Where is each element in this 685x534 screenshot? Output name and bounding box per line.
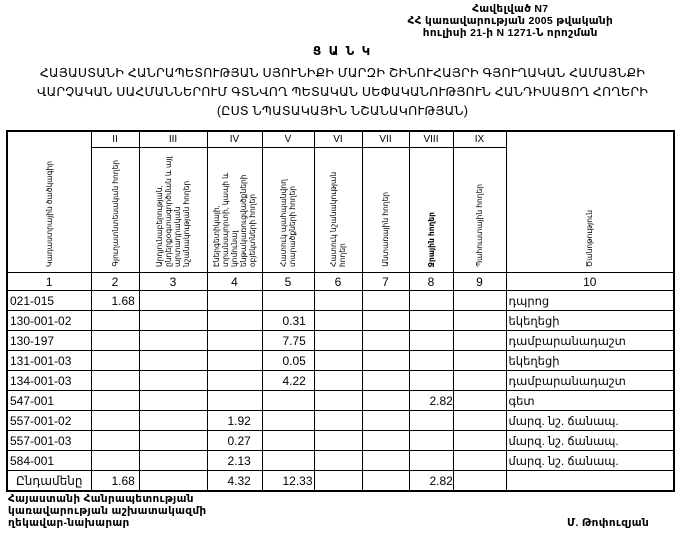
area-cell — [91, 311, 139, 331]
area-cell — [409, 451, 453, 471]
table-row — [7, 391, 674, 411]
area-cell — [91, 371, 139, 391]
area-cell — [91, 331, 139, 351]
area-cell — [207, 371, 262, 391]
total-c4: 4.32 — [207, 471, 262, 492]
cadastral-code-cell: 130-197 — [7, 331, 91, 351]
area-cell — [262, 291, 314, 311]
header-energy-transport: Էներգետիկայի, տրանսպորտի, կապի և կոմունալ ենթակառուցվածքների օբյեկտների հողեր — [207, 148, 262, 273]
note-cell: մարզ. նշ. ճանապ. — [506, 431, 674, 451]
header-special-purpose: Հատուկ նշանակության հողեր — [314, 148, 362, 273]
area-cell — [362, 391, 409, 411]
header-reserve: Պահուստային հողեր — [453, 148, 506, 273]
area-cell — [207, 331, 262, 351]
area-cell — [453, 311, 506, 331]
table-row — [7, 451, 674, 471]
header-water: Ջրային հողեր — [409, 148, 453, 273]
area-cell — [91, 391, 139, 411]
roman-9: IX — [453, 131, 506, 148]
col-number: 4 — [207, 273, 262, 291]
table-row — [7, 311, 674, 331]
roman-8: VIII — [409, 131, 453, 148]
total-c9 — [453, 471, 506, 492]
cadastral-code-cell: 547-001 — [7, 391, 91, 411]
area-cell — [91, 451, 139, 471]
area-cell — [314, 451, 362, 471]
header-note: Ծանոթություն — [506, 131, 674, 273]
area-cell — [409, 331, 453, 351]
area-cell — [314, 331, 362, 351]
area-cell — [207, 311, 262, 331]
area-cell — [139, 411, 207, 431]
table-row — [7, 371, 674, 391]
area-cell — [314, 431, 362, 451]
area-cell — [91, 351, 139, 371]
note-cell: դամբարանադաշտ — [506, 331, 674, 351]
area-cell: 0.05 — [262, 351, 314, 371]
area-cell — [139, 371, 207, 391]
note-cell: եկեղեցի — [506, 351, 674, 371]
cadastral-code-cell: 134-001-03 — [7, 371, 91, 391]
cadastral-code-cell: 584-001 — [7, 451, 91, 471]
area-cell — [453, 331, 506, 351]
signatory-line-1: Հայաստանի Հանրապետության — [8, 493, 194, 505]
area-cell — [453, 291, 506, 311]
column-number-row — [7, 273, 674, 291]
col-number: 3 — [139, 273, 207, 291]
table-row — [7, 411, 674, 431]
table-row — [7, 351, 674, 371]
signatory-title — [8, 493, 206, 529]
area-cell — [409, 291, 453, 311]
area-cell: 7.75 — [262, 331, 314, 351]
total-c8: 2.82 — [409, 471, 453, 492]
area-cell — [453, 351, 506, 371]
subtitle-line-2: ՎԱՐՉԱԿԱՆ ՍԱՀՄԱՆՆԵՐՈՒՄ ԳՏՆՎՈՂ ՊԵՏԱԿԱՆ ՍԵՓԱԿԱՆՈՒԹՅՈՒՆ ՀԱՆԴԻՍԱՑՈՂ ՀՈՂԵՐԻ — [36, 85, 649, 99]
header-forest: Անտառային հողեր — [362, 148, 409, 273]
roman-6: VI — [314, 131, 362, 148]
area-cell: 2.82 — [409, 391, 453, 411]
area-cell — [314, 391, 362, 411]
total-c3 — [139, 471, 207, 492]
area-cell — [314, 351, 362, 371]
appendix-decision-line: ՀՀ կառավարության 2005 թվականի — [407, 15, 613, 27]
area-cell: 1.92 — [207, 411, 262, 431]
roman-5: V — [262, 131, 314, 148]
area-cell — [139, 331, 207, 351]
area-cell — [362, 291, 409, 311]
total-c5: 12.33 — [262, 471, 314, 492]
area-cell — [453, 391, 506, 411]
roman-2: II — [91, 131, 139, 148]
area-cell: 4.22 — [262, 371, 314, 391]
area-cell — [362, 351, 409, 371]
area-cell — [262, 431, 314, 451]
area-cell — [314, 411, 362, 431]
area-cell — [453, 431, 506, 451]
table-body — [7, 291, 674, 471]
area-cell — [409, 351, 453, 371]
area-cell — [139, 431, 207, 451]
area-cell — [262, 391, 314, 411]
note-cell: դպրոց — [506, 291, 674, 311]
page-title: Ց Ա Ն Կ — [312, 44, 373, 58]
area-cell — [139, 351, 207, 371]
area-cell — [91, 411, 139, 431]
area-cell — [139, 451, 207, 471]
area-cell — [207, 351, 262, 371]
subtitle-line-1: ՀԱՅԱՍՏԱՆԻ ՀԱՆՐԱՊԵՏՈՒԹՅԱՆ ՍՅՈՒՆԻՔԻ ՄԱՐԶԻ ՇԻՆՈՒՀԱՅՐԻ ԳՅՈՒՂԱԿԱՆ ՀԱՄԱՅՆՔԻ — [39, 66, 646, 80]
area-cell — [453, 451, 506, 471]
note-cell: գետ — [506, 391, 674, 411]
subtitle-line-3: (ԸՍՏ ՆՊԱՏԱԿԱՅԻՆ ՆՇԱՆԱԿՈՒԹՅԱՆ) — [216, 104, 469, 118]
col-number: 2 — [91, 273, 139, 291]
total-c7 — [362, 471, 409, 492]
total-c6 — [314, 471, 362, 492]
area-cell — [409, 431, 453, 451]
area-cell — [362, 371, 409, 391]
signatory-line-3: ղեկավար-նախարար — [8, 517, 130, 529]
cadastral-code-cell: 557-001-02 — [7, 411, 91, 431]
page-subtitle — [0, 64, 685, 121]
appendix-reference — [408, 3, 613, 39]
header-industrial: Արդյունաբերության, ընդերքօգտագործման և այլ արտադրական նշանակության հողեր — [139, 148, 207, 273]
area-cell — [262, 451, 314, 471]
col-number: 10 — [506, 273, 674, 291]
signatory-line-2: կառավարության աշխատակազմի — [8, 505, 207, 517]
col-number: 6 — [314, 273, 362, 291]
signature-name: Մ. Թոփուզյան — [566, 517, 649, 529]
area-cell — [362, 431, 409, 451]
total-c2: 1.68 — [91, 471, 139, 492]
table-row — [7, 431, 674, 451]
area-cell — [314, 311, 362, 331]
cadastral-code-cell: 021-015 — [7, 291, 91, 311]
area-cell — [409, 311, 453, 331]
col-number: 9 — [453, 273, 506, 291]
roman-header-row — [7, 131, 674, 148]
appendix-number: Հավելված N7 — [472, 3, 549, 15]
roman-3: III — [139, 131, 207, 148]
area-cell — [362, 451, 409, 471]
area-cell — [362, 331, 409, 351]
area-cell — [139, 291, 207, 311]
note-cell: մարզ. նշ. ճանապ. — [506, 451, 674, 471]
area-cell — [262, 411, 314, 431]
note-cell: դամբարանադաշտ — [506, 371, 674, 391]
total-row — [7, 471, 674, 492]
header-protected-areas: Հատուկ պահպանվող տարածքների հողեր — [262, 148, 314, 273]
cadastral-code-cell: 131-001-03 — [7, 351, 91, 371]
area-cell — [362, 411, 409, 431]
area-cell — [409, 411, 453, 431]
total-note — [506, 471, 674, 492]
cadastral-code-cell: 130-001-02 — [7, 311, 91, 331]
area-cell — [91, 431, 139, 451]
area-cell — [207, 391, 262, 411]
table-row — [7, 331, 674, 351]
appendix-decision-date: հուլիսի 21-ի N 1271-Ն որոշման — [422, 27, 598, 39]
area-cell — [362, 311, 409, 331]
col-number: 7 — [362, 273, 409, 291]
area-cell: 1.68 — [91, 291, 139, 311]
note-cell: մարզ. նշ. ճանապ. — [506, 411, 674, 431]
note-cell: եկեղեցի — [506, 311, 674, 331]
total-label: Ընդամենը — [7, 471, 91, 492]
area-cell: 2.13 — [207, 451, 262, 471]
cadastral-code-cell: 557-001-03 — [7, 431, 91, 451]
col-number: 5 — [262, 273, 314, 291]
area-cell — [453, 411, 506, 431]
col-number: 8 — [409, 273, 453, 291]
land-table — [6, 130, 675, 492]
area-cell — [409, 371, 453, 391]
area-cell: 0.27 — [207, 431, 262, 451]
table-row — [7, 291, 674, 311]
col-number: 1 — [7, 273, 91, 291]
area-cell — [207, 291, 262, 311]
roman-7: VII — [362, 131, 409, 148]
roman-4: IV — [207, 131, 262, 148]
area-cell — [453, 371, 506, 391]
area-cell — [139, 391, 207, 411]
header-agricultural: Գյուղատնտեսական հողեր — [91, 148, 139, 273]
header-cadastral-code: Կադաստրային ծածկագիր — [7, 131, 91, 273]
area-cell: 0.31 — [262, 311, 314, 331]
area-cell — [139, 311, 207, 331]
area-cell — [314, 291, 362, 311]
area-cell — [314, 371, 362, 391]
